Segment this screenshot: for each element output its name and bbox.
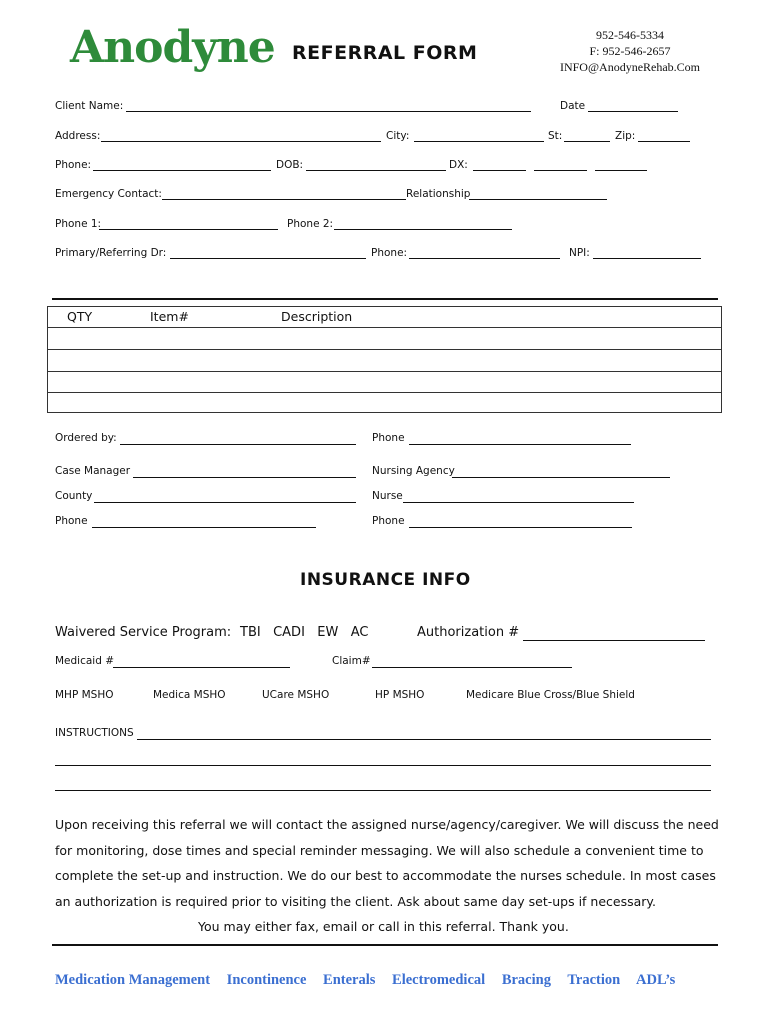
nursing-agency-label: Nursing Agency — [372, 465, 455, 477]
table-row[interactable] — [48, 372, 722, 393]
instructions-field-2[interactable] — [55, 765, 711, 766]
dx-field-1[interactable] — [473, 170, 526, 171]
client-name-label: Client Name: — [55, 100, 124, 112]
insurance-heading: INSURANCE INFO — [300, 570, 471, 590]
paragraph-closing: You may either fax, email or call in this referral. Thank you. — [198, 919, 569, 934]
state-field[interactable] — [564, 141, 610, 142]
service-adls: ADL’s — [636, 972, 676, 988]
dr-phone-field[interactable] — [409, 258, 560, 259]
phone-field[interactable] — [93, 170, 271, 171]
table-row[interactable] — [48, 350, 722, 372]
ordered-phone-label: Phone — [372, 432, 405, 444]
plan-mhp[interactable]: MHP MSHO — [55, 689, 114, 701]
service-medication: Medication Management — [55, 972, 211, 988]
dr-phone-label: Phone: — [371, 247, 408, 259]
table-header-row — [48, 307, 722, 328]
phone2-field[interactable] — [334, 229, 512, 230]
nurse-label: Nurse — [372, 490, 403, 502]
waivered-programs[interactable]: TBI CADI EW AC — [240, 625, 369, 640]
npi-label: NPI: — [569, 247, 590, 259]
plan-medicare[interactable]: Medicare Blue Cross/Blue Shield — [466, 689, 635, 701]
instructions-field-1[interactable] — [137, 739, 711, 740]
dx-label: DX: — [449, 159, 468, 171]
date-field[interactable] — [588, 111, 678, 112]
service-enterals: Enterals — [323, 972, 376, 988]
client-name-field[interactable] — [126, 111, 531, 112]
service-incontinence: Incontinence — [226, 972, 307, 988]
plan-ucare[interactable]: UCare MSHO — [262, 689, 330, 701]
phone1-field[interactable] — [99, 229, 278, 230]
contact-fax: F: 952-546-2657 — [589, 44, 671, 58]
phone1-label: Phone 1: — [55, 218, 102, 230]
county-label: County — [55, 490, 93, 502]
zip-label: Zip: — [615, 130, 636, 142]
county-field[interactable] — [94, 502, 356, 503]
city-field[interactable] — [414, 141, 544, 142]
ordered-by-label: Ordered by: — [55, 432, 117, 444]
section-divider — [52, 298, 718, 300]
paragraph-line: complete the set-up and instruction. We do our best to accommodate the nurses schedule. In most cases — [55, 868, 716, 883]
col-description: Description — [281, 309, 353, 324]
nursing-agency-field[interactable] — [452, 477, 670, 478]
services-footer — [55, 972, 688, 989]
contact-block — [530, 27, 730, 75]
city-label: City: — [386, 130, 410, 142]
nurse-field[interactable] — [403, 502, 634, 503]
col-item: Item# — [150, 309, 189, 324]
table-row[interactable] — [48, 328, 722, 350]
instructions-field-3[interactable] — [55, 790, 711, 791]
nurse-phone-label: Phone — [372, 515, 405, 527]
phone2-label: Phone 2: — [287, 218, 334, 230]
nurse-phone-field[interactable] — [409, 527, 632, 528]
paragraph-line: an authorization is required prior to visiting the client. Ask about same day set-ups if necessary. — [55, 893, 657, 909]
date-label: Date — [560, 100, 586, 112]
emergency-contact-label: Emergency Contact: — [55, 188, 162, 200]
col-qty: QTY — [67, 309, 93, 324]
dob-label: DOB: — [276, 159, 304, 171]
service-traction: Traction — [567, 972, 621, 988]
plan-medica[interactable]: Medica MSHO — [153, 689, 226, 701]
paragraph-line: Upon receiving this referral we will contact the assigned nurse/agency/caregiver. We will discuss the need — [55, 817, 719, 832]
cm-phone-label: Phone — [55, 515, 88, 527]
contact-email: INFO@AnodyneRehab.Com — [559, 60, 701, 74]
waivered-label: Waivered Service Program: — [55, 625, 232, 640]
footer-divider — [52, 944, 718, 946]
case-manager-label: Case Manager — [55, 465, 131, 477]
authorization-field[interactable] — [523, 640, 705, 641]
authorization-label: Authorization # — [417, 625, 520, 640]
relationship-label: Relationship — [406, 188, 471, 200]
claim-label: Claim# — [332, 655, 371, 667]
case-manager-field[interactable] — [133, 477, 356, 478]
npi-field[interactable] — [593, 258, 701, 259]
contact-phone: 952-546-5334 — [596, 28, 664, 42]
ordered-by-field[interactable] — [120, 444, 356, 445]
medicaid-label: Medicaid # — [55, 655, 115, 667]
paragraph-line: for monitoring, dose times and special reminder messaging. We will also schedule a convenient time to — [55, 842, 704, 858]
address-label: Address: — [55, 130, 101, 142]
instructions-label: INSTRUCTIONS — [55, 727, 134, 739]
primary-dr-label: Primary/Referring Dr: — [55, 247, 167, 259]
ordered-phone-field[interactable] — [409, 444, 631, 445]
claim-field[interactable] — [372, 667, 572, 668]
phone-label: Phone: — [55, 159, 92, 171]
items-table — [47, 306, 722, 413]
plan-hp[interactable]: HP MSHO — [375, 689, 425, 701]
dx-field-3[interactable] — [595, 170, 647, 171]
primary-dr-field[interactable] — [170, 258, 366, 259]
medicaid-field[interactable] — [113, 667, 290, 668]
anodyne-logo: Anodyne — [70, 22, 275, 73]
info-paragraph — [55, 812, 725, 940]
address-field[interactable] — [101, 141, 381, 142]
table-row[interactable] — [48, 393, 722, 413]
state-label: St: — [548, 130, 563, 142]
form-title: REFERRAL FORM — [292, 42, 478, 64]
service-bracing: Bracing — [501, 972, 551, 988]
dx-field-2[interactable] — [534, 170, 587, 171]
zip-field[interactable] — [638, 141, 690, 142]
service-electromedical: Electromedical — [392, 972, 486, 988]
relationship-field[interactable] — [469, 199, 607, 200]
cm-phone-field[interactable] — [92, 527, 316, 528]
emergency-contact-field[interactable] — [162, 199, 406, 200]
dob-field[interactable] — [306, 170, 446, 171]
